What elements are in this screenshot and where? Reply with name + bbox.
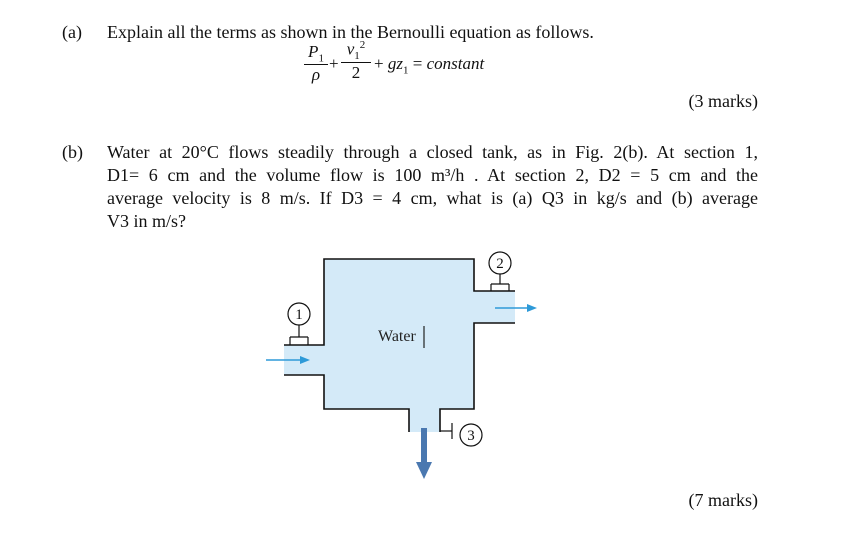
gravity-symbol: g [387, 54, 397, 73]
section-2-label: 2 [496, 256, 504, 272]
constant-term: constant [426, 54, 485, 73]
denominator-two: 2 [351, 63, 361, 83]
part-a-marks: (3 marks) [688, 91, 758, 111]
pressure-symbol: P [308, 42, 319, 61]
part-b-line-3: average velocity is 8 m/s. If D3 = 4 cm, what is (a) Q3 in kg/s and (b) average [107, 188, 758, 208]
part-a-question: Explain all the terms as shown in the Bernoulli equation as follows. [107, 22, 594, 42]
outflow-arrow [416, 428, 432, 479]
velocity-subscript: 1 [354, 50, 360, 63]
plus-sign: + [329, 54, 339, 73]
part-b-marks: (7 marks) [688, 490, 758, 510]
plus-sign: + [374, 54, 388, 73]
part-a-label: (a) [62, 22, 82, 42]
water-label: Water [378, 328, 416, 345]
pressure-subscript: 1 [318, 52, 324, 65]
equals-sign: = [408, 54, 427, 73]
part-b-line-2: D1= 6 cm and the volume flow is 100 m³/h . At section 2, D2 = 5 cm and the [107, 165, 758, 185]
elevation-symbol: z [396, 54, 403, 73]
section-1-marker [288, 303, 310, 345]
section-3-marker [440, 423, 482, 446]
part-b-line-4: V3 in m/s? [107, 211, 186, 231]
velocity-symbol: v [346, 39, 355, 59]
density-symbol: ρ [311, 65, 321, 85]
elevation-subscript: 1 [402, 64, 409, 77]
velocity-superscript: 2 [359, 39, 366, 51]
section-2-marker [489, 252, 511, 291]
part-b-line-1: Water at 20°C flows steadily through a closed tank, as in Fig. 2(b). At section 1, [107, 142, 758, 162]
section-1-label: 1 [295, 307, 303, 323]
section-3-label: 3 [467, 428, 475, 444]
part-b-label: (b) [62, 142, 83, 162]
